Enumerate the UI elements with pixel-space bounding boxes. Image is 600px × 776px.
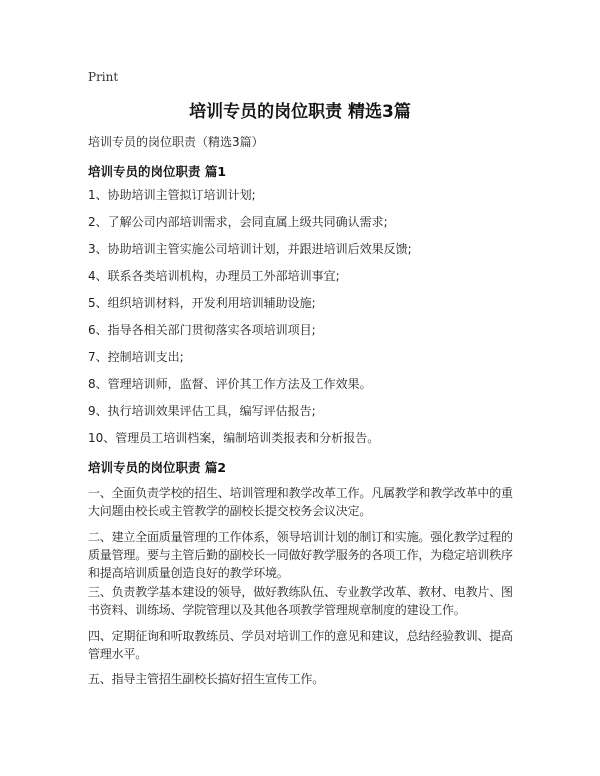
section-2-paragraph: 一、全面负责学校的招生、培训管理和教学改革工作。凡属教学和教学改革中的重大问题由校长或主管教学的副校长提交校务会议决定。 xyxy=(88,486,513,518)
section-1-item: 6、指导各相关部门贯彻落实各项培训项目; xyxy=(88,323,316,337)
section-1-item: 1、协助培训主管拟订培训计划; xyxy=(88,188,256,202)
section-1-item: 7、控制培训支出; xyxy=(88,350,184,364)
section-2-paragraph: 四、定期征询和听取教练员、学员对培训工作的意见和建议，总结经验教训、提高管理水平。 xyxy=(88,629,513,661)
section-1-item: 5、组织培训材料，开发利用培训辅助设施; xyxy=(88,296,316,310)
section-1-item: 2、了解公司内部培训需求，会同直属上级共同确认需求; xyxy=(88,215,388,229)
section-1-item: 8、管理培训师，监督、评价其工作方法及工作效果。 xyxy=(88,377,372,391)
document-title: 培训专员的岗位职责 精选3篇 xyxy=(189,102,411,122)
section-1-item: 4、联系各类培训机构，办理员工外部培训事宜; xyxy=(88,269,340,283)
section-1-heading: 培训专员的岗位职责 篇1 xyxy=(88,164,227,179)
print-link[interactable]: Print xyxy=(88,70,119,84)
section-2-paragraph: 三、负责教学基本建设的领导，做好教练队伍、专业教学改革、教材、电教片、图书资料、训练场、学院管理以及其他各项教学管理规章制度的建设工作。 xyxy=(88,585,513,617)
section-1-item: 10、管理员工培训档案，编制培训类报表和分析报告。 xyxy=(88,431,380,445)
section-2-paragraph: 五、指导主管招生副校长搞好招生宣传工作。 xyxy=(88,672,325,686)
section-1-item: 9、执行培训效果评估工具，编写评估报告; xyxy=(88,404,316,418)
section-2-paragraph: 二、建立全面质量管理的工作体系，领导培训计划的制订和实施。强化教学过程的质量管理。要与主管后勤的副校长一同做好教学服务的各项工作，为稳定培训秩序和提高培训质量创造良好的教学环境。 xyxy=(88,530,513,580)
document-subtitle: 培训专员的岗位职责（精选3篇） xyxy=(88,135,264,149)
section-1-item: 3、协助培训主管实施公司培训计划，并跟进培训后效果反馈; xyxy=(88,242,412,256)
section-2-heading: 培训专员的岗位职责 篇2 xyxy=(88,460,227,475)
